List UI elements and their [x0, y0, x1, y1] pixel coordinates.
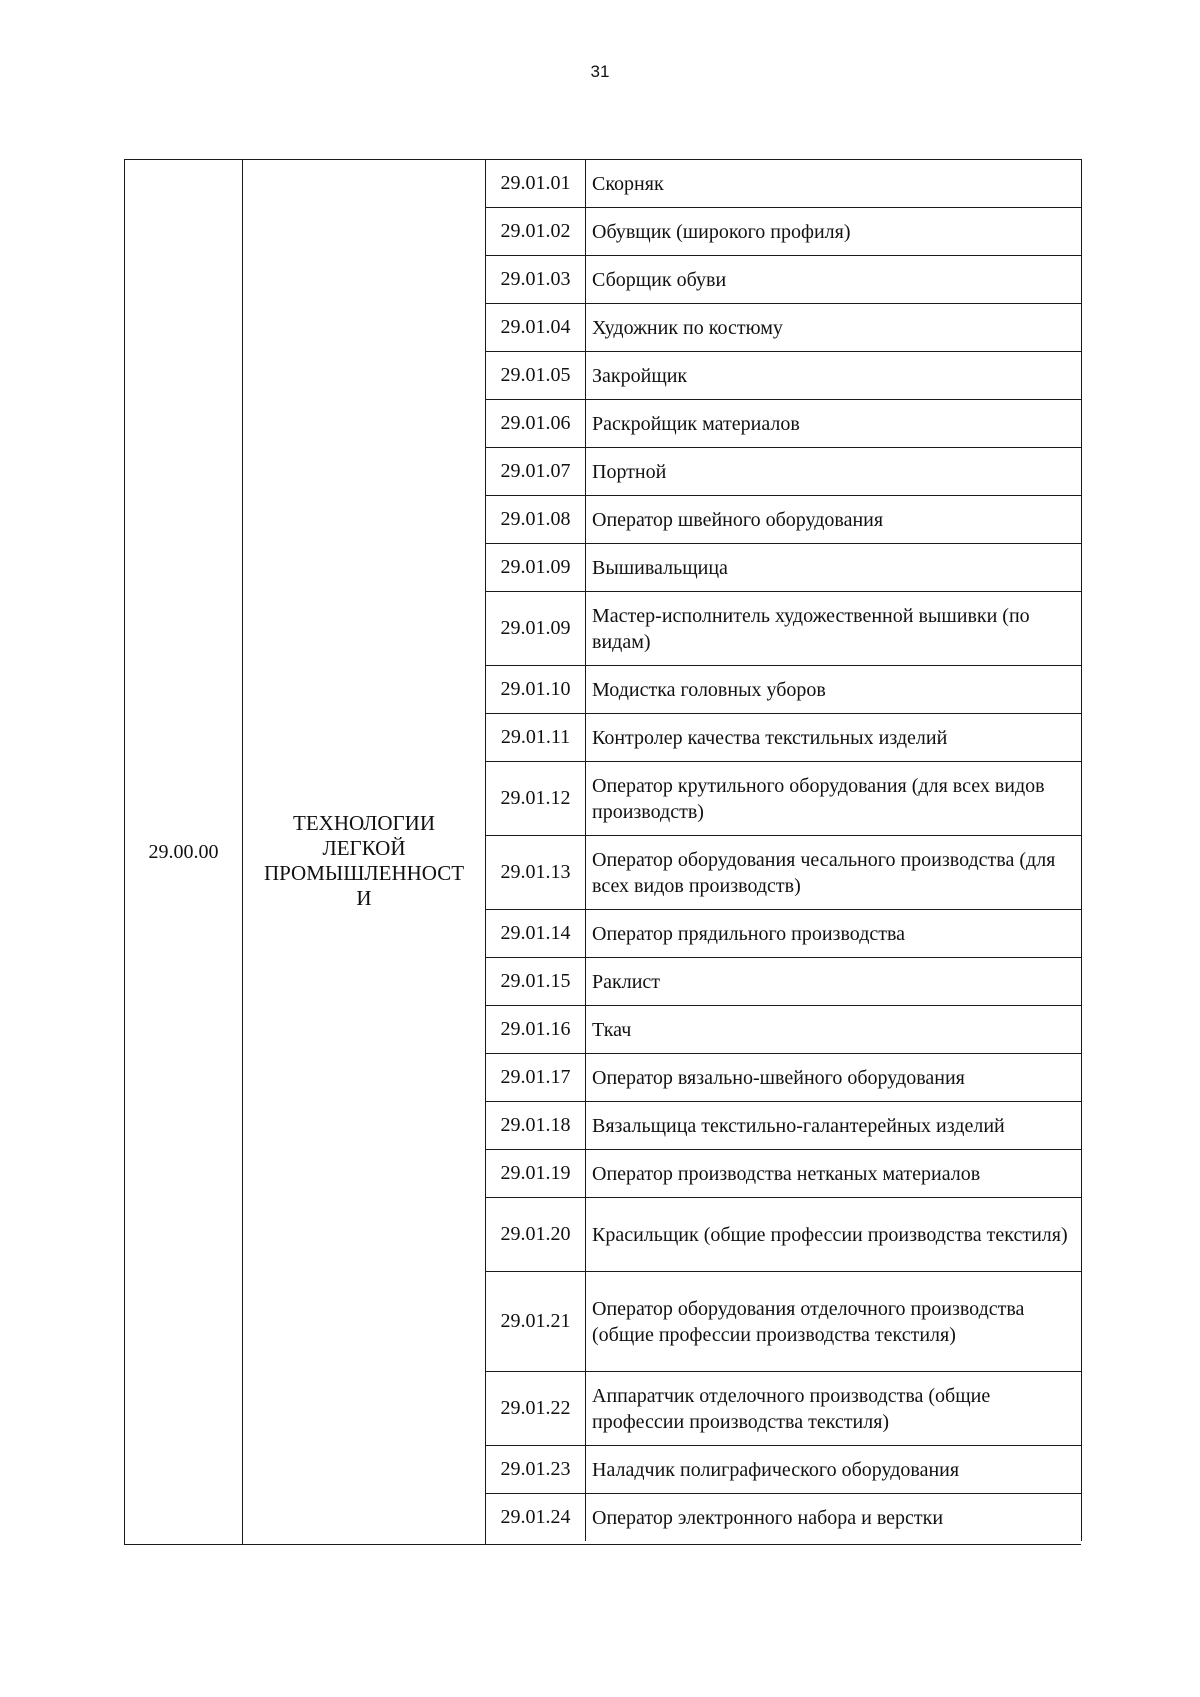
table-row	[486, 1197, 1082, 1271]
page-number: 31	[590, 62, 610, 81]
table-row	[486, 351, 1082, 399]
profession-code: 29.01.09	[486, 592, 586, 665]
group-title-line: И	[356, 886, 372, 910]
profession-code: 29.01.15	[486, 958, 586, 1005]
profession-name: Мастер-исполнитель художественной вышивки (по видам)	[592, 604, 1030, 653]
profession-name: Вышивальщица	[592, 556, 728, 579]
table-row	[486, 761, 1082, 835]
table-row	[486, 1005, 1082, 1053]
table-row	[486, 957, 1082, 1005]
profession-code: 29.01.11	[486, 714, 586, 761]
profession-name: Обувщик (широкого профиля)	[592, 220, 851, 243]
profession-rows	[486, 159, 1082, 1544]
table-row	[486, 495, 1082, 543]
profession-code: 29.01.08	[486, 496, 586, 543]
profession-name: Художник по костюму	[592, 316, 783, 339]
profession-code: 29.01.22	[486, 1372, 586, 1445]
group-title-line: ЛЕГКОЙ	[322, 836, 406, 860]
table-row	[486, 1053, 1082, 1101]
profession-name: Оператор вязально-швейного оборудования	[592, 1066, 965, 1089]
profession-name: Оператор производства нетканых материалов	[592, 1162, 981, 1185]
table-row	[486, 591, 1082, 665]
table-row	[486, 1149, 1082, 1197]
profession-name: Закройщик	[592, 364, 688, 387]
profession-code: 29.01.02	[486, 208, 586, 255]
profession-code: 29.01.09	[486, 544, 586, 591]
table-row	[486, 399, 1082, 447]
table-row	[486, 1271, 1082, 1371]
group-title-line: ТЕХНОЛОГИИ	[293, 811, 435, 835]
table-row	[486, 207, 1082, 255]
profession-code: 29.01.04	[486, 304, 586, 351]
profession-code: 29.01.06	[486, 400, 586, 447]
profession-name: Оператор прядильного производства	[592, 922, 906, 945]
profession-code: 29.01.07	[486, 448, 586, 495]
table-row	[486, 909, 1082, 957]
table-row	[486, 1445, 1082, 1493]
profession-code: 29.01.16	[486, 1006, 586, 1053]
table-row	[486, 1101, 1082, 1149]
profession-name: Оператор оборудования чесального производства (для всех видов производств)	[592, 848, 1056, 897]
profession-name: Портной	[592, 460, 667, 483]
profession-name: Наладчик полиграфического оборудования	[592, 1458, 960, 1481]
profession-name: Оператор крутильного оборудования (для всех видов производств)	[592, 774, 1045, 823]
profession-code: 29.01.12	[486, 762, 586, 835]
profession-name: Раклист	[592, 970, 661, 993]
profession-code: 29.01.23	[486, 1446, 586, 1493]
profession-name: Сборщик обуви	[592, 268, 727, 291]
profession-name: Аппаратчик отделочного производства (общие профессии производства текстиля)	[592, 1384, 991, 1433]
group-title-cell	[243, 159, 486, 1544]
profession-name: Модистка головных уборов	[592, 678, 826, 701]
table-row	[486, 255, 1082, 303]
group-title	[254, 811, 474, 911]
profession-code: 29.01.20	[486, 1198, 586, 1271]
profession-code: 29.01.21	[486, 1272, 586, 1371]
profession-code: 29.01.05	[486, 352, 586, 399]
table-row	[486, 1493, 1082, 1541]
profession-code: 29.01.24	[486, 1494, 586, 1541]
profession-name: Контролер качества текстильных изделий	[592, 726, 948, 749]
profession-name: Оператор швейного оборудования	[592, 508, 884, 531]
profession-code: 29.01.18	[486, 1102, 586, 1149]
profession-name: Раскройщик материалов	[592, 412, 800, 435]
group-code-cell: 29.00.00	[125, 159, 243, 1544]
profession-code: 29.01.10	[486, 666, 586, 713]
table-row	[486, 447, 1082, 495]
table-row	[486, 1371, 1082, 1445]
professions-table	[124, 159, 1081, 1545]
group-title-line: ПРОМЫШЛЕННОСТ	[263, 861, 465, 885]
table-row	[486, 835, 1082, 909]
table-row	[486, 665, 1082, 713]
profession-name: Вязальщица текстильно-галантерейных изделий	[592, 1114, 1005, 1137]
profession-code: 29.01.17	[486, 1054, 586, 1101]
table-row	[486, 159, 1082, 207]
profession-code: 29.01.19	[486, 1150, 586, 1197]
profession-name: Красильщик (общие профессии производства текстиля)	[592, 1223, 1068, 1246]
profession-code: 29.01.14	[486, 910, 586, 957]
profession-code: 29.01.13	[486, 836, 586, 909]
profession-name: Скорняк	[592, 172, 664, 195]
profession-name: Ткач	[592, 1018, 632, 1041]
table-row	[486, 543, 1082, 591]
table-row	[486, 713, 1082, 761]
profession-code: 29.01.01	[486, 160, 586, 207]
profession-name: Оператор электронного набора и верстки	[592, 1506, 944, 1529]
profession-name: Оператор оборудования отделочного производства (общие профессии производства текстиля)	[592, 1297, 1025, 1346]
profession-code: 29.01.03	[486, 256, 586, 303]
table-row	[486, 303, 1082, 351]
